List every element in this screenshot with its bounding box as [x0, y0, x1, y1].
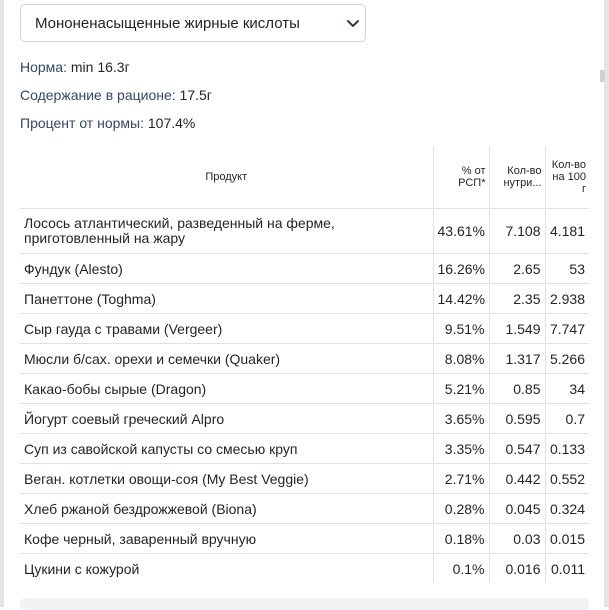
table-row	[20, 374, 589, 404]
header-amount[interactable]: Кол-во нутри...	[489, 146, 545, 209]
cell-amount: 1.317	[489, 344, 545, 374]
cell-product: Мюсли б/сах. орехи и семечки (Quaker)	[20, 344, 433, 374]
cell-amount: 0.595	[489, 404, 545, 434]
percent-line	[20, 115, 195, 131]
cell-product: Лосось атлантический, разведенный на ферме, приготовленный на жару	[20, 209, 433, 254]
cell-per100: 5.266	[545, 344, 589, 374]
cell-product: Фундук (Alesto)	[20, 254, 433, 284]
cell-pct: 16.26%	[433, 254, 489, 284]
cell-per100: 2.938	[545, 284, 589, 314]
content-value: 17.5г	[179, 87, 212, 103]
cell-pct: 0.1%	[433, 554, 489, 584]
table-row	[20, 314, 589, 344]
cell-pct: 3.35%	[433, 434, 489, 464]
cell-per100: 53	[545, 254, 589, 284]
norm-label: Норма:	[20, 59, 67, 75]
table-row	[20, 434, 589, 464]
cell-amount: 0.547	[489, 434, 545, 464]
cell-product: Веган. котлетки овощи-соя (My Best Veggie)	[20, 464, 433, 494]
table-header-row	[20, 146, 589, 209]
products-table	[20, 146, 589, 583]
cell-pct: 0.18%	[433, 524, 489, 554]
table-row	[20, 464, 589, 494]
cell-per100: 7.747	[545, 314, 589, 344]
cell-product: Кофе черный, заваренный вручную	[20, 524, 433, 554]
table-row	[20, 254, 589, 284]
cell-pct: 3.65%	[433, 404, 489, 434]
nutrient-select-value: Мононенасыщенные жирные кислоты	[35, 15, 300, 32]
page-scrollbar-mark	[600, 70, 605, 82]
cell-product: Хлеб ржаной бездрожжевой (Biona)	[20, 494, 433, 524]
cell-amount: 2.35	[489, 284, 545, 314]
cell-per100: 0.552	[545, 464, 589, 494]
cell-per100: 0.015	[545, 524, 589, 554]
table-row	[20, 284, 589, 314]
cell-amount: 0.016	[489, 554, 545, 584]
content-label: Содержание в рационе:	[20, 87, 176, 103]
cell-per100: 0.133	[545, 434, 589, 464]
table-row	[20, 494, 589, 524]
cell-amount: 7.108	[489, 209, 545, 254]
cell-amount: 0.442	[489, 464, 545, 494]
cell-amount: 2.65	[489, 254, 545, 284]
cell-pct: 5.21%	[433, 374, 489, 404]
header-per100[interactable]: Кол-во на 100 г	[545, 146, 589, 209]
cell-per100: 4.181	[545, 209, 589, 254]
cell-pct: 9.51%	[433, 314, 489, 344]
cell-per100: 0.011	[545, 554, 589, 584]
cell-product: Какао-бобы сырые (Dragon)	[20, 374, 433, 404]
norm-value: min 16.3г	[70, 59, 130, 75]
percent-label: Процент от нормы:	[20, 115, 144, 131]
page-scrollbar-track[interactable]	[604, 0, 609, 607]
cell-product: Суп из савойской капусты со смесью круп	[20, 434, 433, 464]
percent-value: 107.4%	[147, 115, 196, 131]
table-row	[20, 404, 589, 434]
cell-amount: 1.549	[489, 314, 545, 344]
bottom-panel	[20, 598, 589, 610]
cell-product: Йогурт соевый греческий Alpro	[20, 404, 433, 434]
cell-per100: 0.324	[545, 494, 589, 524]
content-line	[20, 87, 212, 103]
cell-amount: 0.045	[489, 494, 545, 524]
cell-pct: 43.61%	[433, 209, 489, 254]
table-row	[20, 209, 589, 254]
table-row	[20, 344, 589, 374]
cell-product: Панеттоне (Toghma)	[20, 284, 433, 314]
table-row	[20, 524, 589, 554]
nutrient-select[interactable]	[20, 4, 366, 42]
cell-pct: 2.71%	[433, 464, 489, 494]
cell-per100: 34	[545, 374, 589, 404]
page-left-edge	[0, 0, 4, 607]
cell-pct: 14.42%	[433, 284, 489, 314]
header-product[interactable]: Продукт	[20, 146, 433, 209]
cell-product: Сыр гауда с травами (Vergeer)	[20, 314, 433, 344]
cell-product: Цукини с кожурой	[24, 560, 140, 577]
header-pct[interactable]: % от РСП*	[433, 146, 489, 209]
cell-per100: 0.7	[545, 404, 589, 434]
chevron-down-icon	[345, 15, 361, 31]
norm-line	[20, 59, 130, 75]
table-row	[20, 554, 589, 584]
cell-amount: 0.03	[489, 524, 545, 554]
cell-pct: 8.08%	[433, 344, 489, 374]
cell-amount: 0.85	[489, 374, 545, 404]
cell-pct: 0.28%	[433, 494, 489, 524]
